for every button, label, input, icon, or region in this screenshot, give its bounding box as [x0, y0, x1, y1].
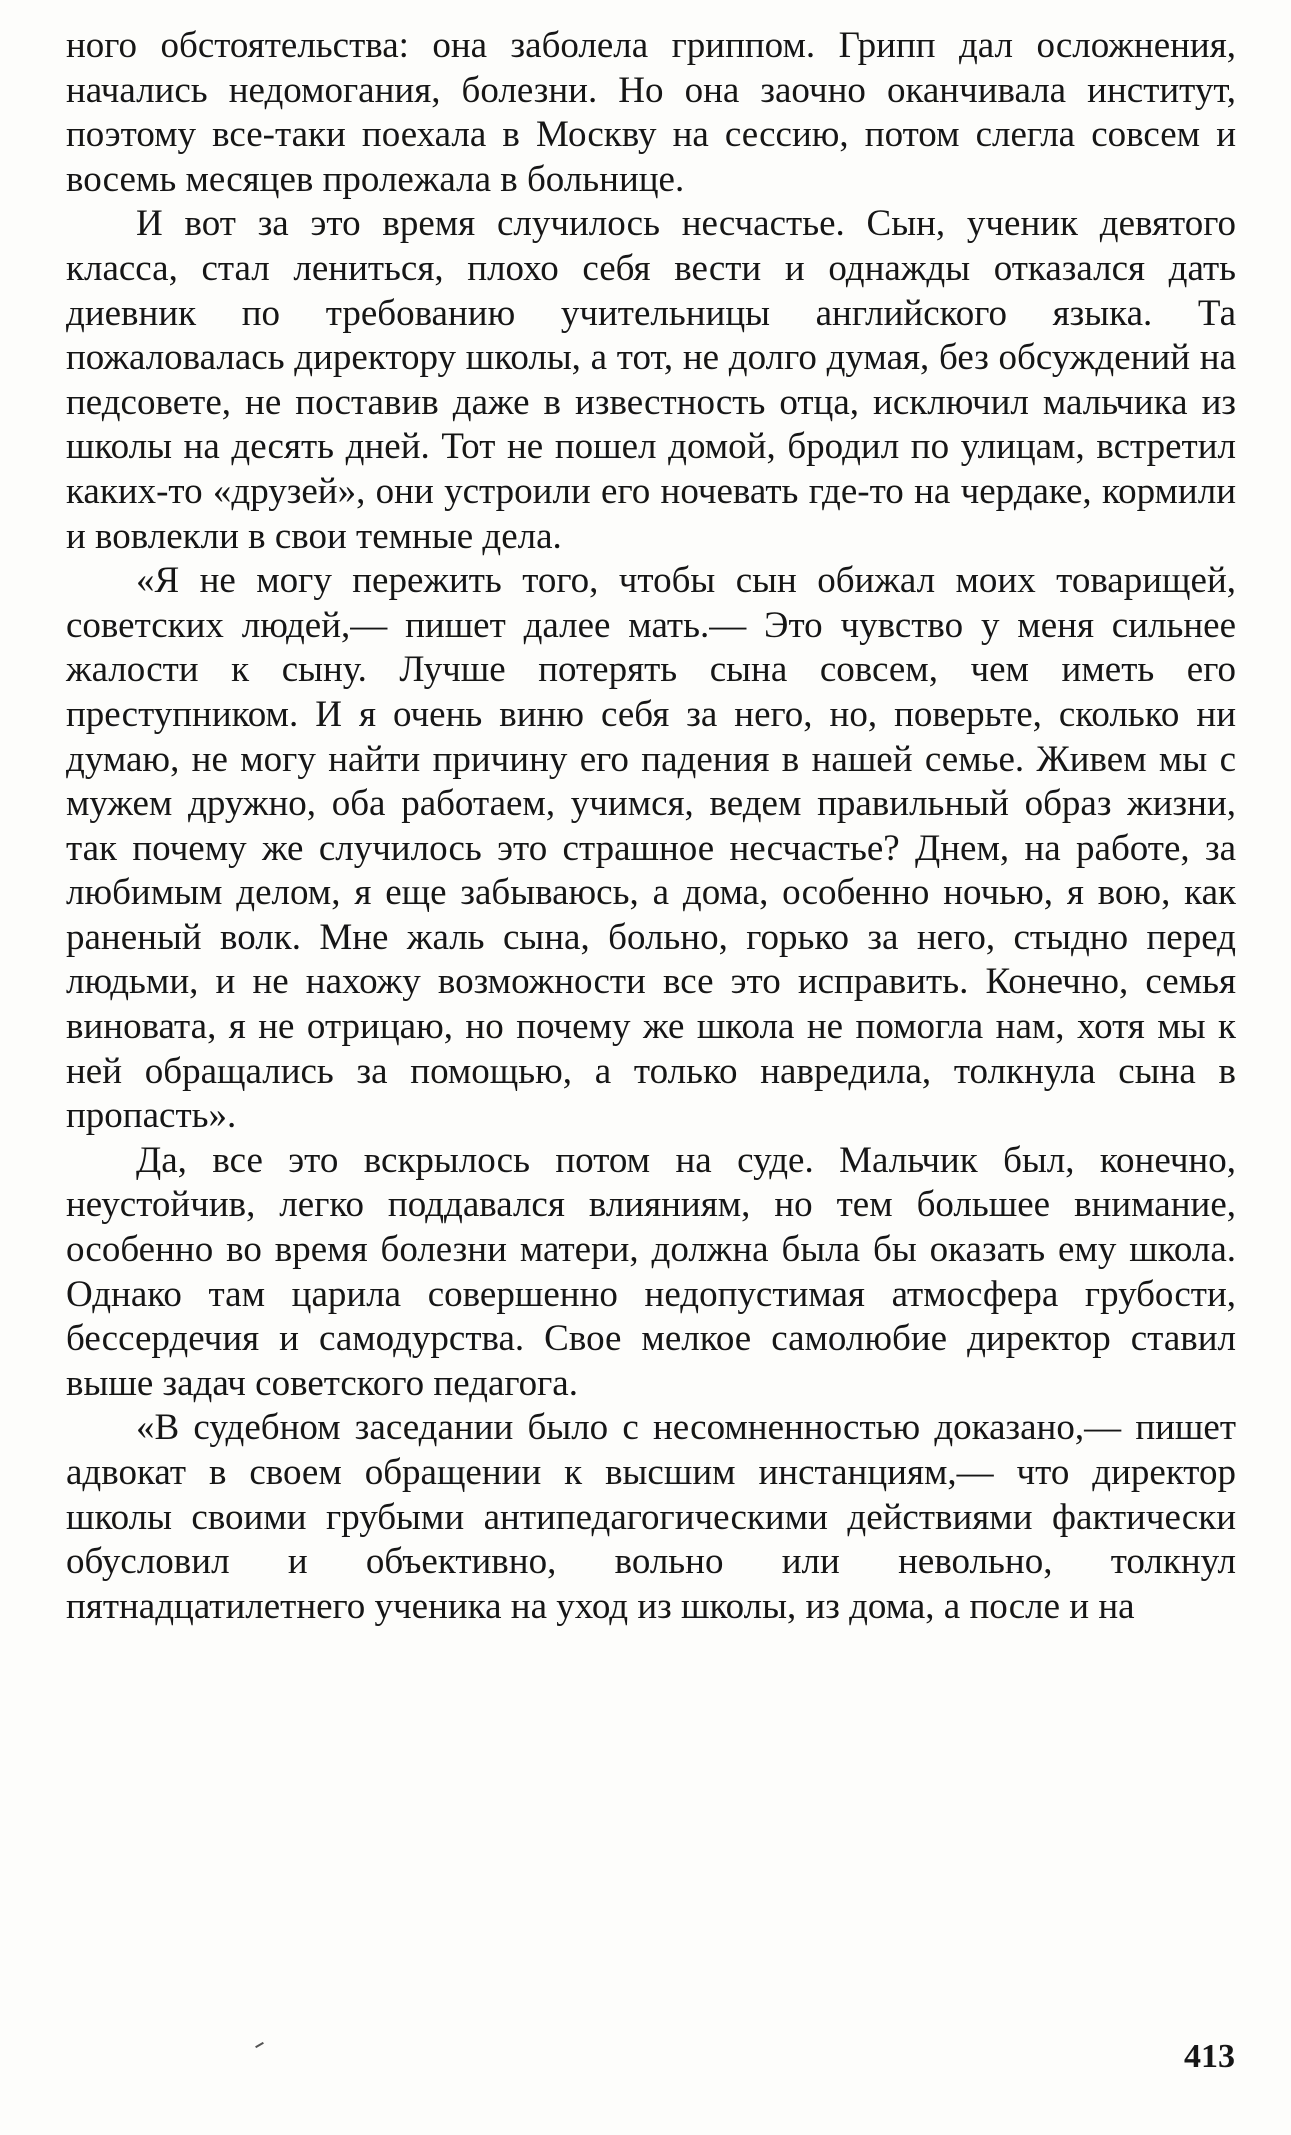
- page-number: 413: [1184, 2038, 1235, 2075]
- paragraph-1: ного обстоятельства: она заболела гриппом. Грипп дал осложнения, начались недомогания, болезни. Но она заочно оканчивала институт, поэтому все-таки поехала в Москву на сессию, потом слегла совсем и восемь месяцев пролежала в больнице.: [66, 25, 1236, 200]
- body-text: [66, 24, 1236, 1629]
- paragraph-5: «В судебном заседании было с несомненностью доказано,— пишет адвокат в своем обращении к высшим инстанциям,— что директор школы своими грубыми антипедагогическими действиями фактически обусловил и объективно, вольно или невольно, толкнул пятнадцатилетнего ученика на уход из школы, из дома, а после и на: [66, 1407, 1236, 1627]
- paragraph-4: Да, все это вскрылось потом на суде. Мальчик был, конечно, неустойчив, легко поддавался влияниям, но тем большее внимание, особенно во время болезни матери, должна была бы оказать ему школа. Однако там царила совершенно недопустимая атмосфера грубости, бессердечия и самодурства. Свое мелкое самолюбие директор ставил выше задач советского педагога.: [66, 1139, 1236, 1404]
- print-speck: [255, 2042, 264, 2048]
- paragraph-2: И вот за это время случилось несчастье. Сын, ученик девятого класса, стал лениться, плохо себя вести и однажды отказался дать диевник по требованию учительницы английского языка. Та пожаловалась директору школы, а тот, не долго думая, без обсуждений на педсовете, не поставив даже в известность отца, исключил мальчика из школы на десять дней. Тот не пошел домой, бродил по улицам, встретил каких-то «друзей», они устроили его ночевать где-то на чердаке, кормили и вовлекли в свои темные дела.: [66, 203, 1236, 557]
- paragraph-3: «Я не могу пережить того, чтобы сын обижал моих товарищей, советских людей,— пишет далее мать.— Это чувство у меня сильнее жалости к сыну. Лучше потерять сына совсем, чем иметь его преступником. И я очень виню себя за него, но, поверьте, сколько ни думаю, не могу найти причину его падения в нашей семье. Живем мы с мужем дружно, оба работаем, учимся, ведем правильный образ жизни, так почему же случилось это страшное несчастье? Днем, на работе, за любимым делом, я еще забываюсь, а дома, особенно ночью, я вою, как раненый волк. Мне жаль сына, больно, горько за него, стыдно перед людьми, и не нахожу возможности все это исправить. Конечно, семья виновата, я не отрицаю, но почему же школа не помогла нам, хотя мы к ней обращались за помощью, а только навредила, толкнула сына в пропасть».: [66, 560, 1236, 1137]
